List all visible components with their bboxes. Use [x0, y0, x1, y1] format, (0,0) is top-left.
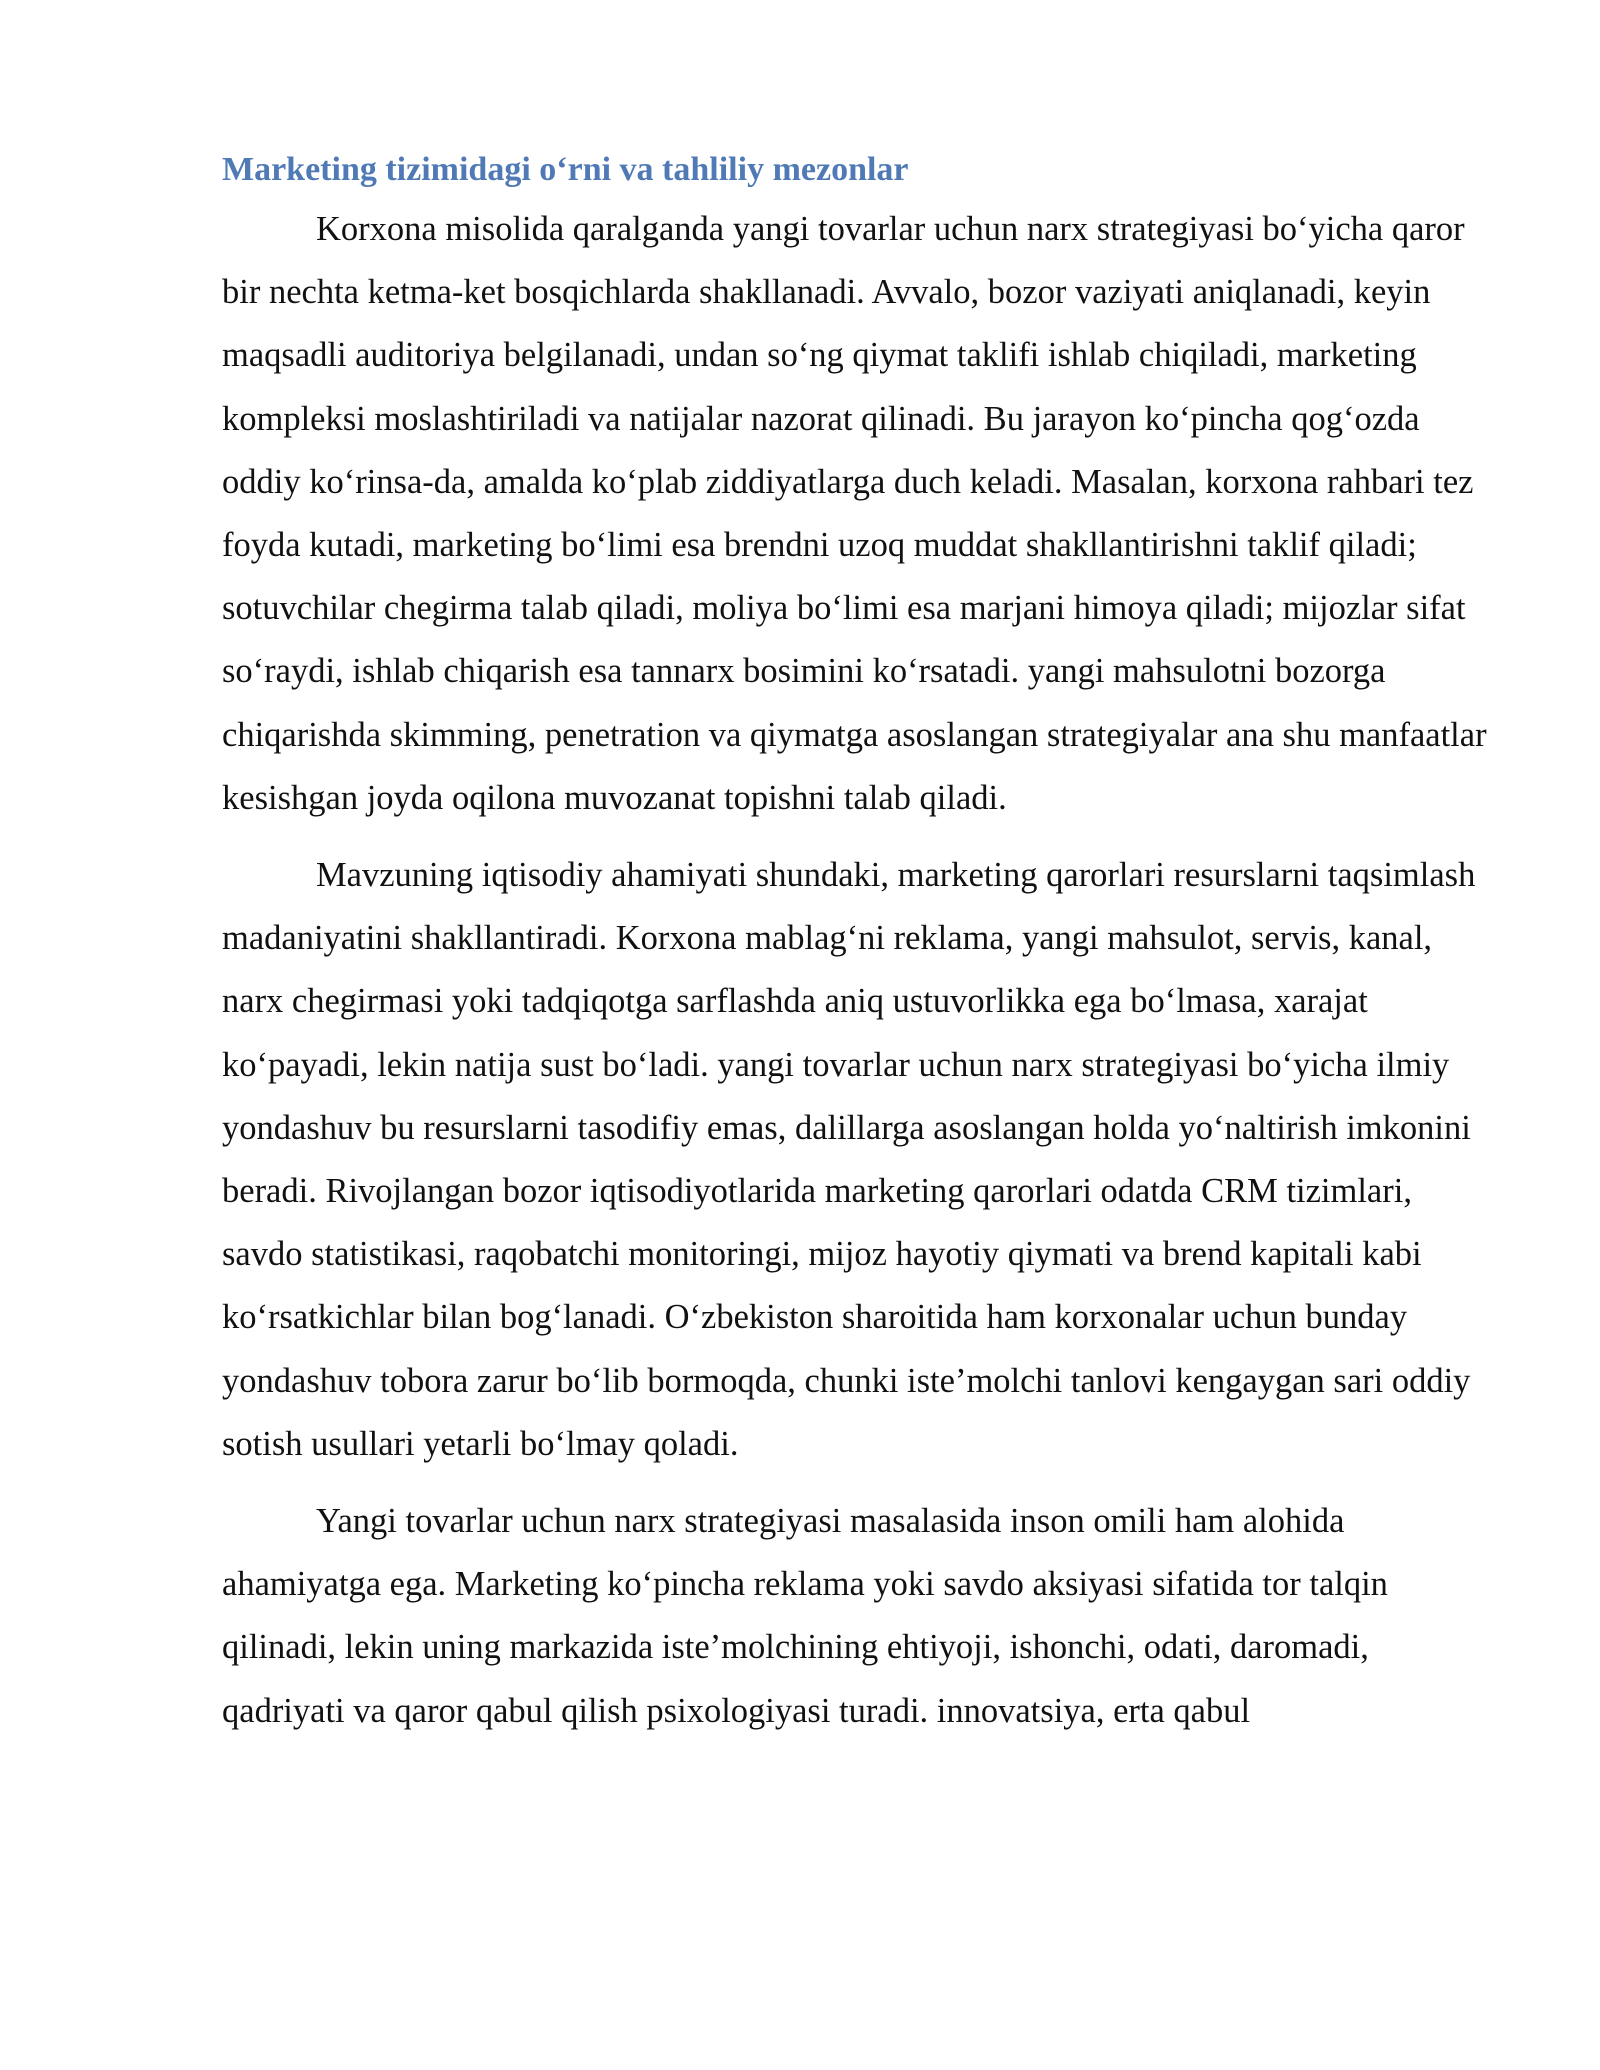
section-heading: Marketing tizimidagi o‘rni va tahliliy mezonlar	[222, 151, 909, 188]
paragraph-2: Mavzuning iqtisodiy ahamiyati shundaki, marketing qarorlari resurslarni taqsimlash madaniyatini shakllantiradi. Korxona mablag‘ni reklama, yangi mahsulot, servis, kanal, narx chegirmasi yoki tadqiqotga sarflashda aniq ustuvorlikka ega bo‘lmasa, xarajat ko‘payadi, lekin natija sust bo‘ladi. yangi tovarlar uchun narx strategiyasi bo‘yicha ilmiy yondashuv bu resurslarni tasodifiy emas, dalillarga asoslangan holda yo‘naltirish imkonini beradi. Rivojlangan bozor iqtisodiyotlarida marketing qarorlari odatda CRM tizimlari, savdo statistikasi, raqobatchi monitoringi, mijoz hayotiy qiymati va brend kapitali kabi ko‘rsatkichlar bilan bog‘lanadi. O‘zbekiston sharoitida ham korxonalar uchun bunday yondashuv tobora zarur bo‘lib bormoqda, chunki iste’molchi tanlovi kengaygan sari oddiy sotish usullari yetarli bo‘lmay qoladi.	[222, 856, 1476, 1463]
document-body	[222, 146, 1492, 1757]
paragraph-1: Korxona misolida qaralganda yangi tovarlar uchun narx strategiyasi bo‘yicha qaror bir nechta ketma-ket bosqichlarda shakllanadi. Avvalo, bozor vaziyati aniqlanadi, keyin maqsadli auditoriya belgilanadi, undan so‘ng qiymat taklifi ishlab chiqiladi, marketing kompleksi moslashtiriladi va natijalar nazorat qilinadi. Bu jarayon ko‘pincha qog‘ozda oddiy ko‘rinsa-da, amalda ko‘plab ziddiyatlarga duch keladi. Masalan, korxona rahbari tez foyda kutadi, marketing bo‘limi esa brendni uzoq muddat shakllantirishni taklif qiladi; sotuvchilar chegirma talab qiladi, moliya bo‘limi esa marjani himoya qiladi; mijozlar sifat so‘raydi, ishlab chiqarish esa tannarx bosimini ko‘rsatadi. yangi mahsulotni bozorga chiqarishda skimming, penetration va qiymatga asoslangan strategiyalar ana shu manfaatlar kesishgan joyda oqilona muvozanat topishni talab qiladi.	[222, 210, 1487, 817]
paragraph-3: Yangi tovarlar uchun narx strategiyasi masalasida inson omili ham alohida ahamiyatga ega. Marketing ko‘pincha reklama yoki savdo aksiyasi sifatida tor talqin qilinadi, lekin uning markazida iste’molchining ehtiyoji, ishonchi, odati, daromadi, qadriyati va qaror qabul qilish psixologiyasi turadi. innovatsiya, erta qabul	[222, 1502, 1388, 1730]
